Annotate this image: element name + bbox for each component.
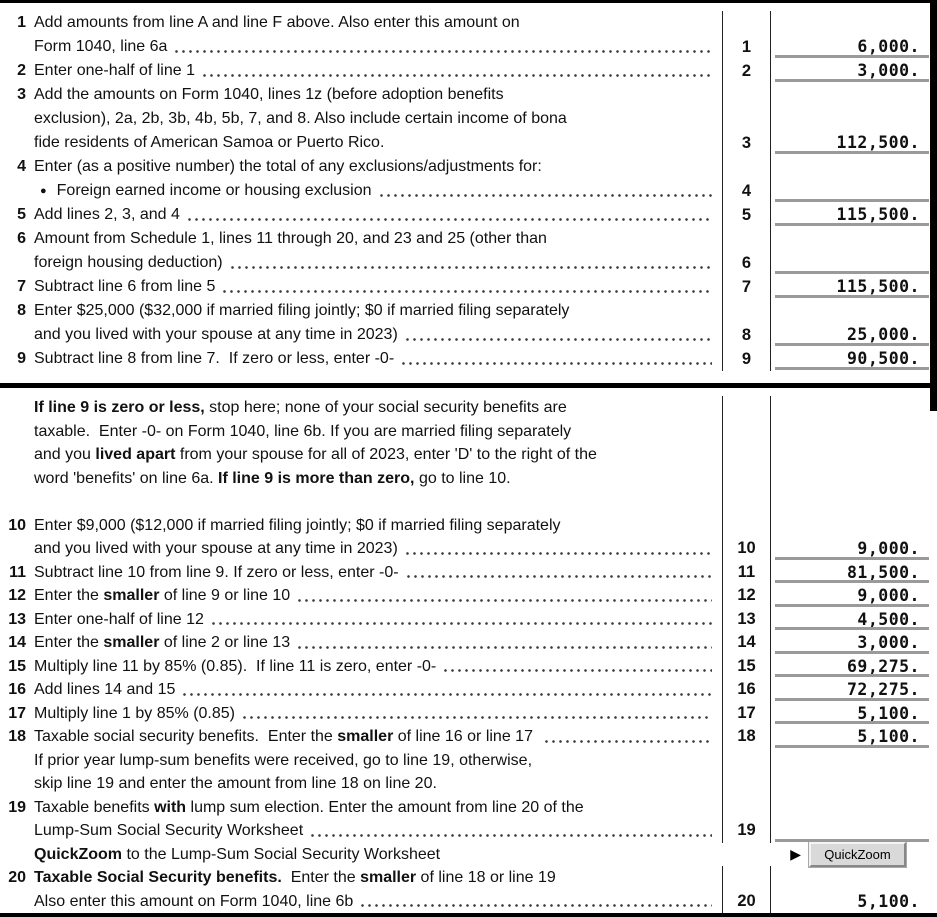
quickzoom-arrow-icon: ▶ [790, 846, 801, 863]
worksheet-section-2 [0, 388, 937, 913]
line-text-cell [0, 678, 723, 702]
line-text: exclusion), 2a, 2b, 3b, 4b, 5b, 7, and 8. Also include certain income of bona [34, 110, 567, 127]
worksheet-row [0, 299, 930, 323]
amount-field[interactable] [771, 678, 930, 702]
line-number [0, 251, 26, 275]
filler [504, 83, 722, 107]
line-number [0, 179, 26, 203]
line-ref: 16 [723, 678, 771, 702]
line-text-cell [0, 890, 723, 914]
amount-cell [771, 467, 930, 491]
filler [556, 866, 722, 890]
line-text: and you lived with your spouse at any time in 2023) [34, 326, 398, 343]
amount-field[interactable] [771, 35, 930, 59]
line-number [0, 467, 26, 491]
worksheet-row [0, 561, 930, 585]
line-text: fide residents of American Samoa or Puerto Rico. [34, 134, 385, 151]
line-text: Enter $9,000 ($12,000 if married filing jointly; $0 if married filing separately [34, 516, 561, 534]
worksheet-row [0, 155, 930, 179]
line-text: Enter the smaller of line 9 or line 10 [34, 587, 291, 604]
line-text: Add lines 14 and 15 [34, 681, 176, 698]
line-text: Enter one-half of line 1 [34, 62, 195, 79]
amount-cell [771, 11, 930, 35]
amount-field[interactable] [771, 655, 930, 679]
worksheet-row [0, 227, 930, 251]
right-border-band [930, 3, 937, 411]
line-text: Multiply line 1 by 85% (0.85) [34, 704, 235, 722]
line-number: 7 [17, 278, 26, 295]
dotted-leader [201, 59, 712, 83]
amount-underline [775, 295, 929, 298]
dotted-leader [296, 631, 712, 655]
worksheet-row [0, 251, 930, 275]
worksheet-row [0, 83, 930, 107]
worksheet-row [0, 608, 930, 632]
line-number [0, 819, 26, 843]
line-text: and you lived with your spouse at any time in 2023) [34, 540, 398, 557]
amount-field[interactable] [771, 890, 930, 914]
amount-cell [771, 866, 930, 890]
line-text-cell [0, 203, 723, 227]
line-text-cell [0, 702, 723, 726]
line-number: 5 [17, 206, 26, 223]
line-number [0, 749, 26, 773]
amount-cell [771, 443, 930, 467]
line-text-cell [0, 107, 723, 131]
line-ref: 5 [723, 203, 771, 227]
line-number: 4 [17, 158, 26, 175]
worksheet-row [0, 631, 930, 655]
line-ref [723, 107, 771, 131]
line-text: QuickZoom to the Lump-Sum Social Security Worksheet [34, 845, 441, 863]
line-text-cell [0, 866, 723, 890]
line-ref [723, 772, 771, 796]
line-ref: 18 [723, 725, 771, 749]
line-ref [723, 420, 771, 444]
line-ref [723, 155, 771, 179]
worksheet-row [0, 420, 930, 444]
filler [567, 107, 722, 131]
amount-field[interactable] [771, 131, 930, 155]
filler [542, 155, 722, 179]
line-text-cell [0, 35, 723, 59]
amount-underline [775, 79, 929, 82]
dotted-leader [296, 584, 712, 608]
worksheet-row [0, 11, 930, 35]
line-text: Subtract line 10 from line 9. If zero or less, enter -0- [34, 563, 399, 581]
filler [567, 396, 722, 420]
line-text: Enter one-half of line 12 [34, 610, 204, 628]
line-number [0, 420, 26, 444]
amount-underline [775, 580, 929, 583]
line-ref: 19 [723, 819, 771, 843]
filler [437, 772, 722, 796]
line-text-cell [0, 59, 723, 83]
line-text-cell [0, 179, 723, 203]
line-number [0, 490, 26, 514]
line-number: 11 [9, 563, 26, 581]
amount-underline [775, 367, 929, 370]
worksheet-row [0, 584, 930, 608]
line-text: Add lines 2, 3, and 4 [34, 206, 180, 223]
amount-value: 3,000. [857, 633, 920, 652]
line-number [0, 35, 26, 59]
amount-field[interactable] [771, 702, 930, 726]
line-text-cell [0, 819, 723, 843]
line-text: Add the amounts on Form 1040, lines 1z (before adoption benefits [34, 86, 504, 103]
amount-underline [775, 651, 929, 654]
line-text: skip line 19 and enter the amount from line 18 on line 20. [34, 775, 437, 792]
worksheet-row [0, 702, 930, 726]
line-ref: 12 [723, 584, 771, 608]
worksheet-row [0, 725, 930, 749]
amount-value: 5,100. [857, 891, 920, 911]
line-number [0, 772, 26, 796]
line-number: 1 [17, 14, 26, 31]
line-ref: 20 [723, 890, 771, 914]
dotted-leader [241, 702, 712, 726]
amount-cell [771, 227, 930, 251]
amount-underline [775, 151, 929, 154]
dotted-leader [173, 35, 712, 59]
worksheet-row [0, 275, 930, 299]
spacer-row [0, 490, 930, 514]
amount-cell [771, 83, 930, 107]
line-text-cell [0, 655, 723, 679]
line-number: 6 [17, 230, 26, 247]
amount-cell [771, 749, 930, 773]
filler [511, 467, 722, 491]
line-number [0, 537, 26, 561]
line-text-cell [0, 275, 723, 299]
filler [520, 11, 722, 35]
amount-underline [775, 745, 929, 748]
line-ref [723, 227, 771, 251]
line-text-cell [0, 396, 723, 420]
dotted-leader [186, 203, 712, 227]
filler [547, 227, 722, 251]
amount-value: 115,500. [836, 277, 920, 296]
line-ref: 14 [723, 631, 771, 655]
line-text: Foreign earned income or housing exclusion [56, 182, 372, 199]
amount-cell [771, 107, 930, 131]
worksheet-row [0, 796, 930, 820]
line-text: word 'benefits' on line 6a. If line 9 is more than zero, go to line 10. [34, 469, 511, 487]
amount-field[interactable] [771, 819, 930, 843]
line-text: taxable. Enter -0- on Form 1040, line 6b. If you are married filing separately [34, 422, 572, 440]
worksheet-row [0, 655, 930, 679]
worksheet-row [0, 749, 930, 773]
line-number: 18 [8, 728, 26, 745]
worksheet-row [0, 866, 930, 890]
filler [597, 443, 722, 467]
line-ref [723, 11, 771, 35]
dotted-leader [543, 725, 712, 749]
dotted-leader [442, 655, 712, 679]
line-ref: 10 [723, 537, 771, 561]
amount-underline [775, 604, 929, 607]
line-number: 10 [8, 516, 26, 534]
amount-field[interactable] [771, 251, 930, 275]
amount-field[interactable] [771, 537, 930, 561]
line-ref: 8 [723, 323, 771, 347]
dotted-leader [229, 251, 712, 275]
amount-value: 72,275. [846, 680, 920, 699]
amount-cell [771, 420, 930, 444]
worksheet-row [0, 443, 930, 467]
line-number [0, 131, 26, 155]
line-text-cell [0, 155, 723, 179]
line-ref [723, 467, 771, 491]
filler [561, 514, 723, 538]
worksheet-row [0, 772, 930, 796]
line-ref: 15 [723, 655, 771, 679]
line-ref: 11 [723, 561, 771, 585]
amount-cell [771, 796, 930, 820]
amount-underline [775, 199, 929, 202]
line-text-cell [0, 537, 723, 561]
line-number [0, 443, 26, 467]
quickzoom-button[interactable]: QuickZoom [809, 842, 906, 867]
line-text: Add amounts from line A and line F above. Also enter this amount on [34, 14, 520, 31]
line-text-cell [0, 227, 723, 251]
line-ref: 4 [723, 179, 771, 203]
amount-field[interactable] [771, 725, 930, 749]
filler [532, 749, 722, 773]
amount-value: 3,000. [857, 61, 920, 80]
dotted-leader [404, 323, 712, 347]
worksheet-row [0, 323, 930, 347]
line-ref: 7 [723, 275, 771, 299]
line-text-cell [0, 584, 723, 608]
line-text-cell [0, 251, 723, 275]
line-text-cell [0, 749, 723, 773]
line-text: Also enter this amount on Form 1040, line 6b [34, 892, 354, 910]
line-ref [723, 866, 771, 890]
line-text: Form 1040, line 6a [34, 38, 168, 55]
line-ref: 3 [723, 131, 771, 155]
line-text: Enter the smaller of line 2 or line 13 [34, 634, 291, 651]
line-text-cell [0, 420, 723, 444]
dotted-leader [210, 608, 712, 632]
amount-underline [775, 627, 929, 630]
amount-underline [775, 721, 929, 724]
amount-value: 5,100. [857, 727, 920, 746]
dotted-leader [359, 890, 712, 914]
amount-cell [771, 396, 930, 420]
amount-underline [775, 698, 929, 701]
bullet-icon: ● [40, 185, 47, 197]
line-text-cell [0, 561, 723, 585]
worksheet-row [0, 396, 930, 420]
amount-cell [771, 772, 930, 796]
line-number [0, 890, 26, 914]
line-text: Amount from Schedule 1, lines 11 through 20, and 23 and 25 (other than [34, 230, 547, 247]
line-ref: 9 [723, 347, 771, 371]
worksheet-row [0, 347, 930, 371]
amount-field[interactable] [771, 584, 930, 608]
line-text: Enter (as a positive number) the total of any exclusions/adjustments for: [34, 158, 542, 175]
line-text-cell [0, 467, 723, 491]
line-ref [723, 749, 771, 773]
line-text: Taxable Social Security benefits. Enter the smaller of line 18 or line 19 [34, 869, 556, 886]
amount-value: 90,500. [846, 349, 920, 368]
line-text-cell [0, 772, 723, 796]
amount-underline [775, 343, 929, 346]
line-number: 3 [17, 86, 26, 103]
amount-cell [771, 490, 930, 514]
worksheet-row [0, 890, 930, 914]
amount-value: 81,500. [846, 562, 920, 582]
filler [571, 420, 722, 444]
worksheet-row [0, 467, 930, 491]
line-text-cell [0, 299, 723, 323]
line-text-cell [0, 347, 723, 371]
line-text-cell [0, 608, 723, 632]
amount-underline [775, 55, 929, 58]
line-number: 14 [8, 634, 26, 651]
line-number: 16 [8, 681, 26, 698]
line-number [0, 107, 26, 131]
worksheet-row [0, 59, 930, 83]
line-text: If prior year lump-sum benefits were received, go to line 19, otherwise, [34, 751, 533, 769]
worksheet-row [0, 179, 930, 203]
line-text: Lump-Sum Social Security Worksheet [34, 822, 304, 839]
line-text-cell [0, 514, 723, 538]
line-ref [723, 514, 771, 538]
line-text-cell [0, 443, 723, 467]
worksheet-section-1 [0, 3, 937, 383]
amount-underline [775, 223, 929, 226]
line-text: foreign housing deduction) [34, 254, 223, 271]
line-text: Enter $25,000 ($32,000 if married filing jointly; $0 if married filing separately [34, 302, 570, 319]
line-number [0, 323, 26, 347]
amount-cell [771, 299, 930, 323]
dotted-leader [405, 561, 712, 585]
line-ref [723, 83, 771, 107]
worksheet-row [0, 819, 930, 843]
line-text-cell [0, 796, 723, 820]
line-number: 9 [17, 350, 26, 367]
amount-underline [775, 271, 929, 274]
filler [569, 299, 722, 323]
amount-value: 4,500. [857, 609, 920, 629]
line-ref: 13 [723, 608, 771, 632]
amount-value: 112,500. [836, 133, 920, 152]
line-number: 19 [8, 798, 26, 816]
line-ref: 1 [723, 35, 771, 59]
amount-field[interactable] [771, 561, 930, 585]
filler [384, 131, 722, 155]
amount-underline [775, 674, 929, 677]
line-number-gutter [0, 843, 26, 867]
amount-field[interactable] [771, 59, 930, 83]
filler [34, 490, 722, 514]
filler [584, 796, 722, 820]
amount-value: 9,000. [857, 586, 920, 605]
amount-field[interactable] [771, 203, 930, 227]
line-text-cell [0, 83, 723, 107]
worksheet-row [0, 678, 930, 702]
amount-field[interactable] [771, 608, 930, 632]
line-number: 2 [17, 62, 26, 79]
line-text-cell [0, 725, 723, 749]
amount-value: 25,000. [846, 325, 920, 344]
amount-cell [771, 514, 930, 538]
line-text: Subtract line 6 from line 5 [34, 278, 216, 295]
line-text: Multiply line 11 by 85% (0.85). If line 11 is zero, enter -0- [34, 657, 437, 675]
line-ref: 17 [723, 702, 771, 726]
line-text-cell [0, 323, 723, 347]
dotted-leader [400, 347, 712, 371]
line-text-cell [0, 11, 723, 35]
dotted-leader [181, 678, 712, 702]
line-ref [723, 396, 771, 420]
worksheet-row [0, 131, 930, 155]
line-text: Taxable social security benefits. Enter the smaller of line 16 or line 17 [34, 728, 538, 745]
amount-value: 5,100. [857, 703, 920, 723]
line-ref: 6 [723, 251, 771, 275]
line-ref [723, 299, 771, 323]
line-ref [723, 796, 771, 820]
line-number: 15 [8, 657, 26, 675]
worksheet-row [0, 107, 930, 131]
line-ref [723, 490, 771, 514]
worksheet-row [0, 203, 930, 227]
line-text-cell [0, 131, 723, 155]
amount-cell [771, 155, 930, 179]
dotted-leader [378, 179, 712, 203]
line-number: 12 [8, 587, 26, 604]
amount-underline [775, 839, 929, 842]
dotted-leader [309, 819, 712, 843]
line-text: Taxable benefits with lump sum election. Enter the amount from line 20 of the [34, 798, 584, 816]
amount-value: 115,500. [836, 205, 920, 224]
line-text: If line 9 is zero or less, stop here; none of your social security benefits are [34, 399, 567, 416]
worksheet-row [0, 514, 930, 538]
quickzoom-row [0, 843, 930, 867]
amount-value: 9,000. [857, 539, 920, 558]
line-number: 13 [8, 610, 26, 628]
line-number: 17 [8, 704, 26, 722]
amount-field[interactable] [771, 347, 930, 371]
dotted-leader [221, 275, 712, 299]
worksheet-row [0, 35, 930, 59]
line-text: and you lived apart from your spouse for all of 2023, enter 'D' to the right of the [34, 446, 597, 463]
amount-field[interactable] [771, 631, 930, 655]
amount-field[interactable] [771, 275, 930, 299]
amount-value: 6,000. [857, 37, 920, 56]
line-text-cell [0, 631, 723, 655]
amount-field[interactable] [771, 179, 930, 203]
line-number: 20 [8, 869, 26, 886]
amount-value: 69,275. [846, 656, 920, 676]
worksheet-row [0, 537, 930, 561]
dotted-leader [404, 537, 712, 561]
amount-field[interactable] [771, 323, 930, 347]
line-number: 8 [17, 302, 26, 319]
amount-underline [775, 557, 929, 560]
line-text-cell [0, 490, 723, 514]
line-ref [723, 443, 771, 467]
line-number [0, 396, 26, 420]
line-text: Subtract line 8 from line 7. If zero or less, enter -0- [34, 350, 395, 367]
line-ref: 2 [723, 59, 771, 83]
